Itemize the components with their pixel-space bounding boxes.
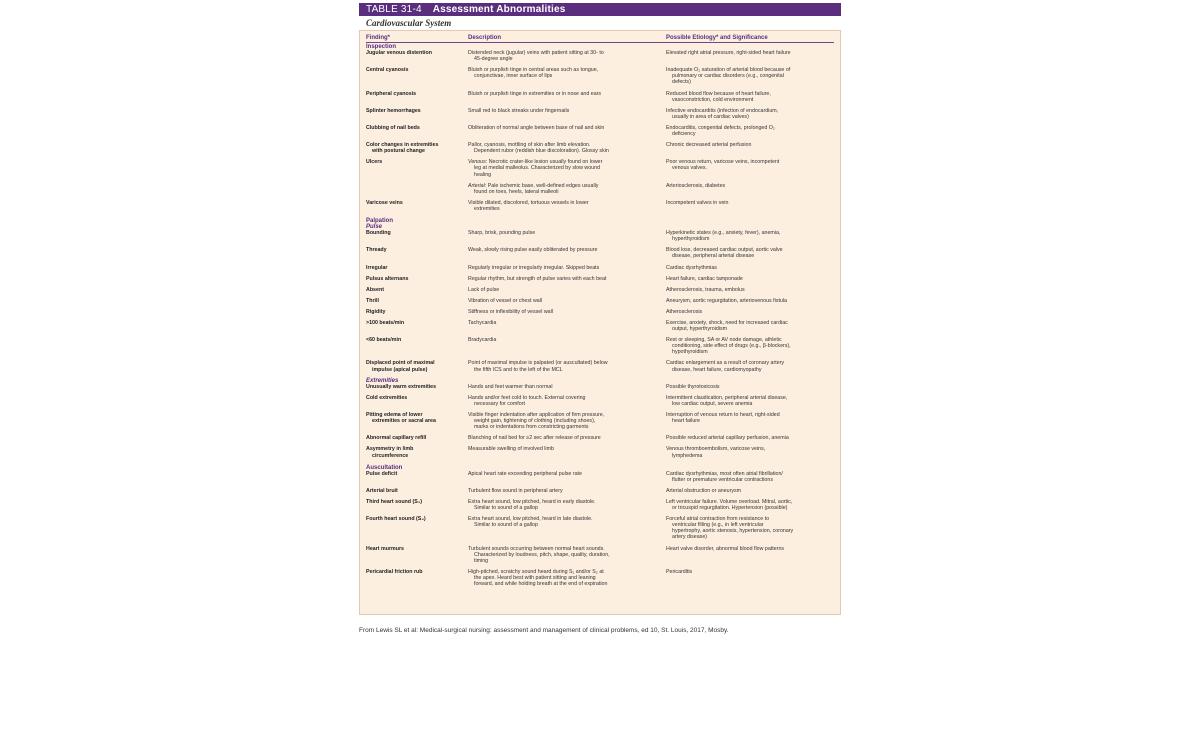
description-cell bbox=[468, 183, 666, 195]
table-row bbox=[366, 125, 834, 137]
etiology-line: vasoconstriction, cold environment bbox=[672, 96, 754, 103]
description-cell bbox=[468, 516, 666, 540]
finding-label: >100 beats/min bbox=[366, 320, 405, 326]
description-line: Distended neck (jugular) veins with patient sitting at 30- to bbox=[468, 50, 604, 57]
etiology-line: Cardiac enlargement as a result of coronary artery bbox=[666, 360, 785, 367]
section-heading: Inspection bbox=[366, 44, 397, 50]
finding-label: Varicose veins bbox=[366, 199, 403, 206]
etiology-line: Cardiac dysrhythmias bbox=[666, 264, 717, 271]
table-row bbox=[366, 50, 834, 62]
finding-cell bbox=[366, 516, 468, 540]
finding-label: Thrill bbox=[366, 297, 379, 304]
etiology-cell bbox=[666, 546, 834, 564]
section-heading-row bbox=[366, 464, 834, 471]
description-cell bbox=[468, 360, 666, 372]
description-line: weight gain, tightening of clothing (including shoes), bbox=[474, 418, 596, 425]
etiology-line: Incompetent valves in vein bbox=[666, 199, 729, 206]
etiology-line: Infective endocarditis (infection of endocardium, bbox=[666, 107, 779, 114]
description-line: Dependent rubor (reddish blue discoloration). Glossy skin bbox=[474, 148, 609, 155]
finding-cell bbox=[366, 446, 468, 458]
etiology-line: Endocarditis, congenital defects, prolonged O₂ bbox=[666, 124, 775, 131]
finding-cell bbox=[366, 142, 468, 154]
etiology-line: Heart failure, cardiac tamponade bbox=[666, 275, 743, 282]
description-line: Bradycardia bbox=[468, 337, 497, 344]
description-line: Pale ischemic base, well-defined edges usually bbox=[487, 182, 599, 189]
table-row bbox=[366, 230, 834, 242]
description-cell bbox=[468, 569, 666, 587]
finding-cell bbox=[366, 230, 468, 242]
finding-label: Splinter hemorrhages bbox=[366, 107, 421, 114]
etiology-line: hypothyroidism bbox=[672, 349, 708, 356]
finding-cell bbox=[366, 247, 468, 259]
etiology-line: Rest or sleeping, SA or AV node damage, athletic bbox=[666, 337, 782, 344]
header-finding: Finding* bbox=[366, 33, 468, 43]
finding-label: Bounding bbox=[366, 230, 391, 237]
description-line: Regular rhythm, but strength of pulse varies with each beat bbox=[468, 275, 607, 282]
description-line: Lack of pulse bbox=[468, 286, 500, 293]
description-line: healing bbox=[474, 171, 492, 178]
description-cell bbox=[468, 125, 666, 137]
etiology-line: Interruption of venous return to heart, right-sided bbox=[666, 412, 780, 419]
etiology-line: Forceful atrial contraction from resistance to bbox=[666, 516, 770, 523]
description-line: Extra heart sound, low pitched, heard in early diastole. bbox=[468, 498, 596, 505]
description-line: necessary for comfort bbox=[474, 400, 525, 407]
finding-cell bbox=[366, 50, 468, 62]
table-title-bar bbox=[359, 3, 841, 16]
finding-label: Ulcers bbox=[366, 159, 383, 166]
finding-label: Absent bbox=[366, 286, 384, 293]
etiology-line: Arterial obstruction or aneurysm bbox=[666, 487, 742, 494]
table-row bbox=[366, 320, 834, 332]
section-heading-row bbox=[366, 217, 834, 224]
table-row bbox=[366, 337, 834, 355]
description-line: Weak, slowly rising pulse easily obliterated by pressure bbox=[468, 247, 598, 254]
etiology-line: Atherosclerosis, trauma, embolus bbox=[666, 286, 745, 293]
finding-label-cont: impulse (apical pulse) bbox=[372, 366, 428, 373]
description-cell bbox=[468, 230, 666, 242]
etiology-cell bbox=[666, 200, 834, 212]
finding-label: Abnormal capillary refill bbox=[366, 435, 427, 442]
row-gap-cell bbox=[366, 587, 834, 592]
etiology-line: venous valves. bbox=[672, 165, 708, 172]
etiology-cell bbox=[666, 125, 834, 137]
table-row bbox=[366, 159, 834, 177]
description-line: Apical heart rate exceeding peripheral pulse rate bbox=[468, 470, 582, 477]
etiology-cell bbox=[666, 91, 834, 103]
etiology-line: Chronic decreased arterial perfusion bbox=[666, 142, 752, 149]
description-cell bbox=[468, 471, 666, 483]
description-line: Measurable swelling of involved limb bbox=[468, 446, 554, 453]
finding-label: Third heart sound (S₃) bbox=[366, 498, 423, 505]
finding-label-cont: circumference bbox=[372, 452, 409, 459]
finding-cell bbox=[366, 546, 468, 564]
description-line: Bluish or purplish tinge in central areas such as tongue, bbox=[468, 67, 599, 74]
description-line: Tachycardia bbox=[468, 320, 497, 326]
description-line: Hands and feet warmer than normal bbox=[468, 383, 553, 390]
finding-cell bbox=[366, 412, 468, 430]
etiology-line: Cardiac dysrhythmias, most often atrial fibrillation/ bbox=[666, 470, 783, 477]
description-line: Similar to sound of a gallop bbox=[474, 505, 538, 512]
etiology-line: pulmonary or cardiac disorders (e.g., congenital bbox=[672, 73, 784, 80]
description-line: extremities bbox=[474, 205, 500, 212]
finding-cell bbox=[366, 569, 468, 587]
finding-cell bbox=[366, 67, 468, 85]
etiology-cell bbox=[666, 159, 834, 177]
etiology-line: hypertrophy, aortic stenosis, hypertension, coronary bbox=[672, 528, 794, 535]
etiology-cell bbox=[666, 247, 834, 259]
description-line: Visible finger indentation after application of firm pressure, bbox=[468, 412, 605, 419]
table-row bbox=[366, 516, 834, 540]
finding-label: Irregular bbox=[366, 264, 388, 271]
table-row bbox=[366, 412, 834, 430]
etiology-cell bbox=[666, 183, 834, 195]
description-line: Stiffness or inflexibility of vessel wall bbox=[468, 308, 553, 315]
etiology-line: lymphedema bbox=[672, 452, 703, 459]
table-header-row bbox=[366, 33, 834, 43]
etiology-line: Heart valve disorder, abnormal blood flow patterns bbox=[666, 545, 785, 552]
etiology-cell bbox=[666, 499, 834, 511]
finding-cell bbox=[366, 499, 468, 511]
finding-cell bbox=[366, 360, 468, 372]
etiology-cell bbox=[666, 471, 834, 483]
description-line: Obliteration of normal angle between base of nail and skin bbox=[468, 124, 605, 131]
etiology-line: Arteriosclerosis, diabetes bbox=[666, 182, 726, 189]
table-row bbox=[366, 67, 834, 85]
description-line: Small red to black streaks under fingernails bbox=[468, 107, 570, 114]
etiology-line: Aneurysm, aortic regurgitation, arteriovenous fistula bbox=[666, 297, 788, 304]
description-cell bbox=[468, 200, 666, 212]
etiology-cell bbox=[666, 360, 834, 372]
finding-label: <60 beats/min bbox=[366, 337, 402, 344]
etiology-cell bbox=[666, 142, 834, 154]
description-line: Regularly irregular or irregularly irregular. Skipped beats bbox=[468, 264, 600, 271]
etiology-line: defects) bbox=[672, 79, 691, 86]
finding-label: Heart murmurs bbox=[366, 545, 404, 552]
table-title: Assessment Abnormalities bbox=[432, 4, 566, 15]
description-line: Turbulent flow sound in peripheral artery bbox=[468, 487, 563, 494]
table-row bbox=[366, 183, 834, 195]
table-body bbox=[366, 43, 834, 593]
finding-label: Jugular venous distention bbox=[366, 50, 432, 57]
etiology-line: Exercise, anxiety, shock, need for increased cardiac bbox=[666, 320, 788, 326]
etiology-cell bbox=[666, 67, 834, 85]
description-cell bbox=[468, 67, 666, 85]
etiology-line: deficiency bbox=[672, 131, 696, 138]
etiology-line: Venous thromboembolism, varicose veins, bbox=[666, 446, 766, 453]
finding-cell bbox=[366, 91, 468, 103]
etiology-line: Possible thyrotoxicosis bbox=[666, 383, 720, 390]
description-line: forward, and while holding breath at the end of expiration bbox=[474, 581, 608, 587]
table-row bbox=[366, 247, 834, 259]
description-line: Hands and/or feet cold to touch. External covering bbox=[468, 394, 586, 401]
finding-cell bbox=[366, 471, 468, 483]
etiology-line: Reduced blood flow because of heart failure, bbox=[666, 90, 771, 97]
table-panel bbox=[359, 30, 841, 615]
etiology-cell bbox=[666, 337, 834, 355]
description-line: the apex. Heard best with patient sitting and leaning bbox=[474, 574, 596, 581]
etiology-line: disease, heart failure, cardiomyopathy bbox=[672, 366, 762, 373]
finding-cell bbox=[366, 200, 468, 212]
finding-label: Asymmetry in limb bbox=[366, 446, 414, 453]
table-row bbox=[366, 142, 834, 154]
finding-label: Pulsus alternans bbox=[366, 275, 409, 282]
description-line: Similar to sound of a gallop bbox=[474, 522, 538, 529]
description-line: Pallor, cyanosis, mottling of skin after limb elevation. bbox=[468, 142, 591, 149]
table-row bbox=[366, 569, 834, 587]
etiology-line: ventricular filling (e.g., in left ventricular bbox=[672, 522, 764, 529]
etiology-line: hyperthyroidism bbox=[672, 236, 710, 243]
row-gap bbox=[366, 587, 834, 592]
finding-cell bbox=[366, 183, 468, 195]
finding-cell bbox=[366, 108, 468, 120]
finding-label: Unusually warm extremities bbox=[366, 383, 437, 390]
etiology-line: usually in area of cardiac valves) bbox=[672, 113, 749, 120]
finding-label: Color changes in extremities bbox=[366, 142, 439, 149]
etiology-line: or tricuspid regurgitation. Hypertension (possible) bbox=[672, 505, 788, 512]
finding-label-cont: with postural change bbox=[372, 148, 425, 155]
description-cell bbox=[468, 337, 666, 355]
description-line: Extra heart sound, low pitched, heard in late diastole. bbox=[468, 516, 593, 523]
description-cell bbox=[468, 446, 666, 458]
etiology-line: Possible reduced arterial capillary perfusion, anemia bbox=[666, 435, 789, 442]
etiology-cell bbox=[666, 516, 834, 540]
etiology-line: heart failure bbox=[672, 418, 700, 425]
description-line: found on toes, heels, lateral malleoli bbox=[474, 188, 559, 195]
description-cell bbox=[468, 247, 666, 259]
etiology-cell bbox=[666, 395, 834, 407]
table-row bbox=[366, 499, 834, 511]
assessment-table bbox=[359, 3, 841, 615]
etiology-line: Pericarditis bbox=[666, 568, 693, 575]
description-line: marks or indentations from constricting garments bbox=[474, 424, 589, 431]
etiology-line: Poor venous return, varicose veins, incompetent bbox=[666, 159, 780, 166]
table-subtitle: Cardiovascular System bbox=[366, 18, 452, 28]
etiology-line: output, hyperthyroidism bbox=[672, 326, 728, 333]
description-line: Blanching of nail bed for ≥2 sec after release of pressure bbox=[468, 435, 601, 442]
description-line: conjunctivae, inner surface of lips bbox=[474, 73, 553, 80]
finding-cell bbox=[366, 395, 468, 407]
finding-label: Arterial bruit bbox=[366, 487, 398, 494]
description-line: Turbulent sounds occurring between normal heart sounds. bbox=[468, 545, 605, 552]
finding-cell bbox=[366, 320, 468, 332]
finding-label-cont: extremities or sacral area bbox=[372, 418, 436, 425]
table-row bbox=[366, 395, 834, 407]
description-cell bbox=[468, 320, 666, 332]
finding-label: Rigidity bbox=[366, 308, 386, 315]
header-description: Description bbox=[468, 33, 666, 43]
etiology-cell bbox=[666, 50, 834, 62]
etiology-line: Blood loss, decreased cardiac output, aortic valve bbox=[666, 247, 783, 254]
description-line: Vibration of vessel or chest wall bbox=[468, 297, 543, 304]
description-label: Venous: bbox=[468, 159, 488, 166]
etiology-line: Intermittent claudication, peripheral arterial disease, bbox=[666, 394, 788, 401]
table-row bbox=[366, 108, 834, 120]
subsection-heading: Pulse bbox=[366, 224, 383, 231]
header-etiology: Possible Etiology* and Significance bbox=[666, 33, 834, 43]
description-line: High-pitched, scratchy sound heard during S₁ and/or S₂ at bbox=[468, 568, 604, 575]
finding-cell bbox=[366, 337, 468, 355]
description-line: Point of maximal impulse is palpated (or auscultated) below bbox=[468, 360, 608, 367]
subsection-heading: Extremities bbox=[366, 377, 399, 384]
description-label: Arterial: bbox=[468, 182, 487, 189]
etiology-line: artery disease) bbox=[672, 534, 708, 541]
findings-table bbox=[366, 33, 834, 592]
section-heading: Palpation bbox=[366, 217, 394, 224]
finding-label: Thready bbox=[366, 247, 387, 254]
finding-label: Displaced point of maximal bbox=[366, 360, 435, 367]
etiology-cell bbox=[666, 446, 834, 458]
description-line: timing bbox=[474, 557, 489, 564]
source-citation: From Lewis SL et al: Medical-surgical nursing: assessment and management of clinical problems, ed 10, St. Louis, 2017, Mosby. bbox=[359, 627, 729, 634]
etiology-line: low cardiac output, severe anemia bbox=[672, 400, 753, 407]
table-row bbox=[366, 200, 834, 212]
section-heading: Auscultation bbox=[366, 464, 403, 471]
finding-cell bbox=[366, 125, 468, 137]
finding-label: Clubbing of nail beds bbox=[366, 124, 420, 131]
finding-cell bbox=[366, 159, 468, 177]
etiology-line: conditioning, side effect of drugs (e.g., β-blockers), bbox=[672, 343, 791, 350]
table-row bbox=[366, 546, 834, 564]
finding-label: Pulse deficit bbox=[366, 470, 398, 477]
description-cell bbox=[468, 499, 666, 511]
etiology-cell bbox=[666, 569, 834, 587]
etiology-line: flutter or premature ventricular contractions bbox=[672, 476, 773, 483]
table-row bbox=[366, 446, 834, 458]
finding-label: Peripheral cyanosis bbox=[366, 90, 417, 97]
description-cell bbox=[468, 142, 666, 154]
description-line: Bluish or purplish tinge in extremities or in nose and ears bbox=[468, 90, 602, 97]
description-line: Visible dilated, discolored, tortuous vessels in lower bbox=[468, 199, 589, 206]
description-cell bbox=[468, 546, 666, 564]
description-cell bbox=[468, 91, 666, 103]
etiology-line: Left ventricular failure. Volume overload. Mitral, aortic, bbox=[666, 498, 793, 505]
etiology-cell bbox=[666, 230, 834, 242]
etiology-line: Inadequate O₂ saturation of arterial blood because of bbox=[666, 67, 791, 74]
finding-label: Central cyanosis bbox=[366, 67, 409, 74]
etiology-cell bbox=[666, 108, 834, 120]
etiology-line: Elevated right atrial pressure, right-sided heart failure bbox=[666, 50, 791, 57]
description-cell bbox=[468, 50, 666, 62]
etiology-line: Hyperkinetic states (e.g., anxiety, fever), anemia, bbox=[666, 230, 781, 237]
description-line: Sharp, brisk, pounding pulse bbox=[468, 230, 536, 237]
table-row bbox=[366, 471, 834, 483]
etiology-line: Atherosclerosis bbox=[666, 308, 703, 315]
description-cell bbox=[468, 412, 666, 430]
table-row bbox=[366, 91, 834, 103]
etiology-cell bbox=[666, 320, 834, 332]
finding-label: Pericardial friction rub bbox=[366, 568, 423, 575]
description-cell bbox=[468, 159, 666, 177]
description-line: 45-degree angle bbox=[474, 56, 513, 63]
description-line: leg at medial malleolus. Characterized by slow wound bbox=[474, 165, 601, 172]
finding-label: Cold extremities bbox=[366, 394, 408, 401]
etiology-cell bbox=[666, 412, 834, 430]
description-line: Necrotic crater-like lesion usually found on lower bbox=[488, 159, 603, 166]
section-heading-row bbox=[366, 43, 834, 51]
finding-label: Fourth heart sound (S₄) bbox=[366, 516, 426, 523]
description-cell bbox=[468, 395, 666, 407]
table-number: TABLE 31-4 bbox=[366, 4, 422, 15]
finding-label: Pitting edema of lower bbox=[366, 412, 423, 419]
table-row bbox=[366, 360, 834, 372]
description-line: the fifth ICS and to the left of the MCL bbox=[474, 366, 563, 373]
description-line: Characterized by loudness, pitch, shape, quality, duration, bbox=[474, 551, 610, 558]
description-cell bbox=[468, 108, 666, 120]
etiology-line: disease, peripheral arterial disease bbox=[672, 253, 755, 260]
